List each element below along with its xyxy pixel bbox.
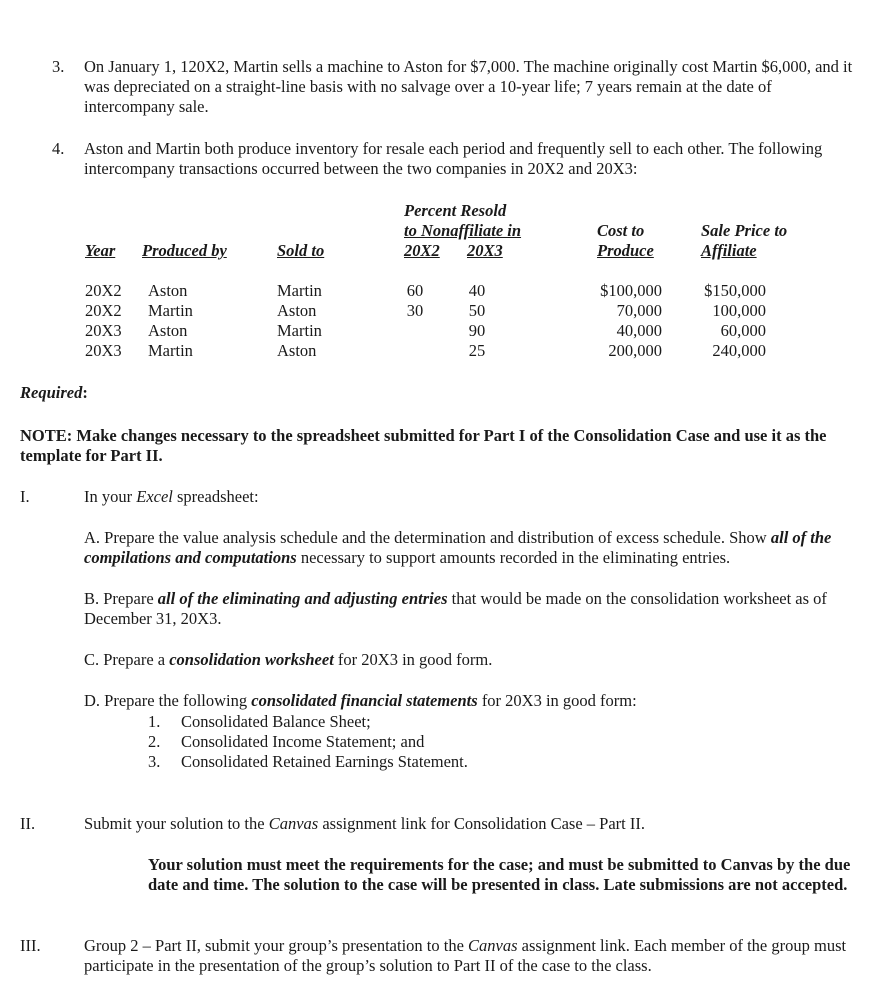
task-b	[84, 589, 854, 629]
cell-cost: 70,000	[616, 301, 662, 320]
table-row	[0, 321, 880, 341]
item-3-text: On January 1, 120X2, Martin sells a machine to Aston for $7,000. The machine originally cost Martin $6,000, and it was depreciated on a straight-line basis with no salvage over a 10-year life; 7 years remain at the date of intercompany sale.	[84, 57, 853, 116]
cell-produced-by: Aston	[148, 281, 188, 300]
list-item	[0, 732, 880, 752]
cell-cost: $100,000	[600, 281, 662, 300]
task-b-post: that would be made on the consolidation worksheet as of December 31, 20X3.	[84, 589, 827, 628]
cell-sold-to: Martin	[277, 281, 322, 300]
cell-percent-20x3: 90	[468, 321, 486, 340]
cell-sold-to: Martin	[277, 321, 322, 340]
item-4-text: Aston and Martin both produce inventory for resale each period and frequently sell to each other. The following intercompany transactions occurred between the two companies in 20X2 and 20X3:	[84, 139, 823, 178]
list-item-text: Consolidated Income Statement; and	[181, 732, 425, 751]
section-3-text-post: assignment link. Each member of the group must participate in the presentation of the group’s solution to Part II of the case to the class.	[84, 936, 847, 975]
canvas-word: Canvas	[468, 936, 518, 955]
section-3-text	[84, 936, 854, 976]
task-a-pre: A. Prepare the value analysis schedule and the determination and distribution of excess schedule. Show	[84, 528, 771, 547]
list-item	[0, 752, 880, 772]
task-c-pre: C. Prepare a	[84, 650, 170, 669]
cell-year: 20X3	[85, 321, 122, 340]
cell-produced-by: Aston	[148, 321, 188, 340]
section-1-intro-post: spreadsheet:	[172, 487, 259, 506]
section-1-numeral: I.	[20, 487, 30, 506]
cell-sold-to: Aston	[277, 301, 317, 320]
table-row	[0, 281, 880, 301]
cell-cost: 40,000	[616, 321, 662, 340]
task-a-post: necessary to support amounts recorded in the eliminating entries.	[296, 548, 731, 567]
header-20x2: 20X2	[404, 241, 440, 260]
task-c-post: for 20X3 in good form.	[333, 650, 493, 669]
task-c-emphasis: consolidation worksheet	[169, 650, 334, 669]
list-item-number: 1.	[148, 712, 161, 731]
statements-list	[0, 712, 880, 772]
note-text: NOTE: Make changes necessary to the spreadsheet submitted for Part I of the Consolidation Case and use it as the template for Part II.	[20, 426, 827, 465]
header-cost-to: Cost to	[597, 221, 645, 240]
list-item-number: 2.	[148, 732, 161, 751]
cell-sale-price: $150,000	[704, 281, 766, 300]
cell-sale-price: 60,000	[720, 321, 766, 340]
section-3-numeral: III.	[20, 936, 41, 955]
intercompany-table	[0, 199, 880, 369]
task-a-emphasis: all of the compilations and computations	[84, 528, 832, 567]
required-label: Required	[20, 383, 83, 402]
cell-percent-20x3: 50	[468, 301, 486, 320]
table-row	[0, 341, 880, 361]
task-a	[84, 528, 854, 568]
cell-cost: 200,000	[608, 341, 662, 360]
header-to-nonaffiliate: to Nonaffiliate in	[404, 221, 522, 240]
task-d-post: for 20X3 in good form:	[477, 691, 637, 710]
section-2-numeral: II.	[20, 814, 36, 833]
task-c	[84, 650, 854, 670]
cell-sold-to: Aston	[277, 341, 317, 360]
cell-year: 20X3	[85, 341, 122, 360]
header-percent-resold: Percent Resold	[404, 201, 507, 220]
section-1-intro-pre: In your	[84, 487, 137, 506]
cell-year: 20X2	[85, 301, 122, 320]
section-3-text-pre: Group 2 – Part II, submit your group’s presentation to the	[84, 936, 469, 955]
header-produced-by: Produced by	[142, 241, 227, 260]
header-sold-to: Sold to	[277, 241, 325, 260]
section-2-text-post: assignment link for Consolidation Case – Part II.	[318, 814, 645, 833]
task-d	[84, 691, 854, 711]
header-produce: Produce	[597, 241, 654, 260]
required-colon: :	[82, 383, 88, 402]
section-1-intro	[84, 487, 854, 507]
header-sale-price-to: Sale Price to	[701, 221, 788, 240]
header-year: Year	[85, 241, 116, 260]
item-4-number: 4.	[52, 139, 65, 158]
cell-percent-20x2: 60	[406, 281, 424, 300]
cell-percent-20x3: 40	[468, 281, 486, 300]
canvas-word: Canvas	[268, 814, 319, 833]
submission-note: Your solution must meet the requirements for the case; and must be submitted to Canvas by the due date and time. The solution to the case will be presented in class. Late submissions are not accepted.	[148, 855, 851, 894]
list-item	[0, 712, 880, 732]
cell-percent-20x2: 30	[406, 301, 424, 320]
header-20x3: 20X3	[467, 241, 503, 260]
task-d-emphasis: consolidated financial statements	[251, 691, 478, 710]
section-2-text-pre: Submit your solution to the	[84, 814, 269, 833]
item-3-number: 3.	[52, 57, 65, 76]
table-row	[0, 301, 880, 321]
cell-year: 20X2	[85, 281, 122, 300]
list-item-text: Consolidated Balance Sheet;	[181, 712, 371, 731]
excel-word: Excel	[136, 487, 173, 506]
cell-sale-price: 240,000	[712, 341, 766, 360]
task-b-pre: B. Prepare	[84, 589, 158, 608]
required-heading	[20, 383, 88, 403]
task-b-emphasis: all of the eliminating and adjusting entries	[157, 589, 448, 608]
header-affiliate: Affiliate	[701, 241, 757, 260]
section-2-text	[84, 814, 854, 834]
cell-produced-by: Martin	[148, 341, 193, 360]
task-d-pre: D. Prepare the following	[84, 691, 252, 710]
list-item-text: Consolidated Retained Earnings Statement.	[181, 752, 468, 771]
cell-sale-price: 100,000	[712, 301, 766, 320]
list-item-number: 3.	[148, 752, 161, 771]
cell-produced-by: Martin	[148, 301, 193, 320]
cell-percent-20x3: 25	[468, 341, 486, 360]
